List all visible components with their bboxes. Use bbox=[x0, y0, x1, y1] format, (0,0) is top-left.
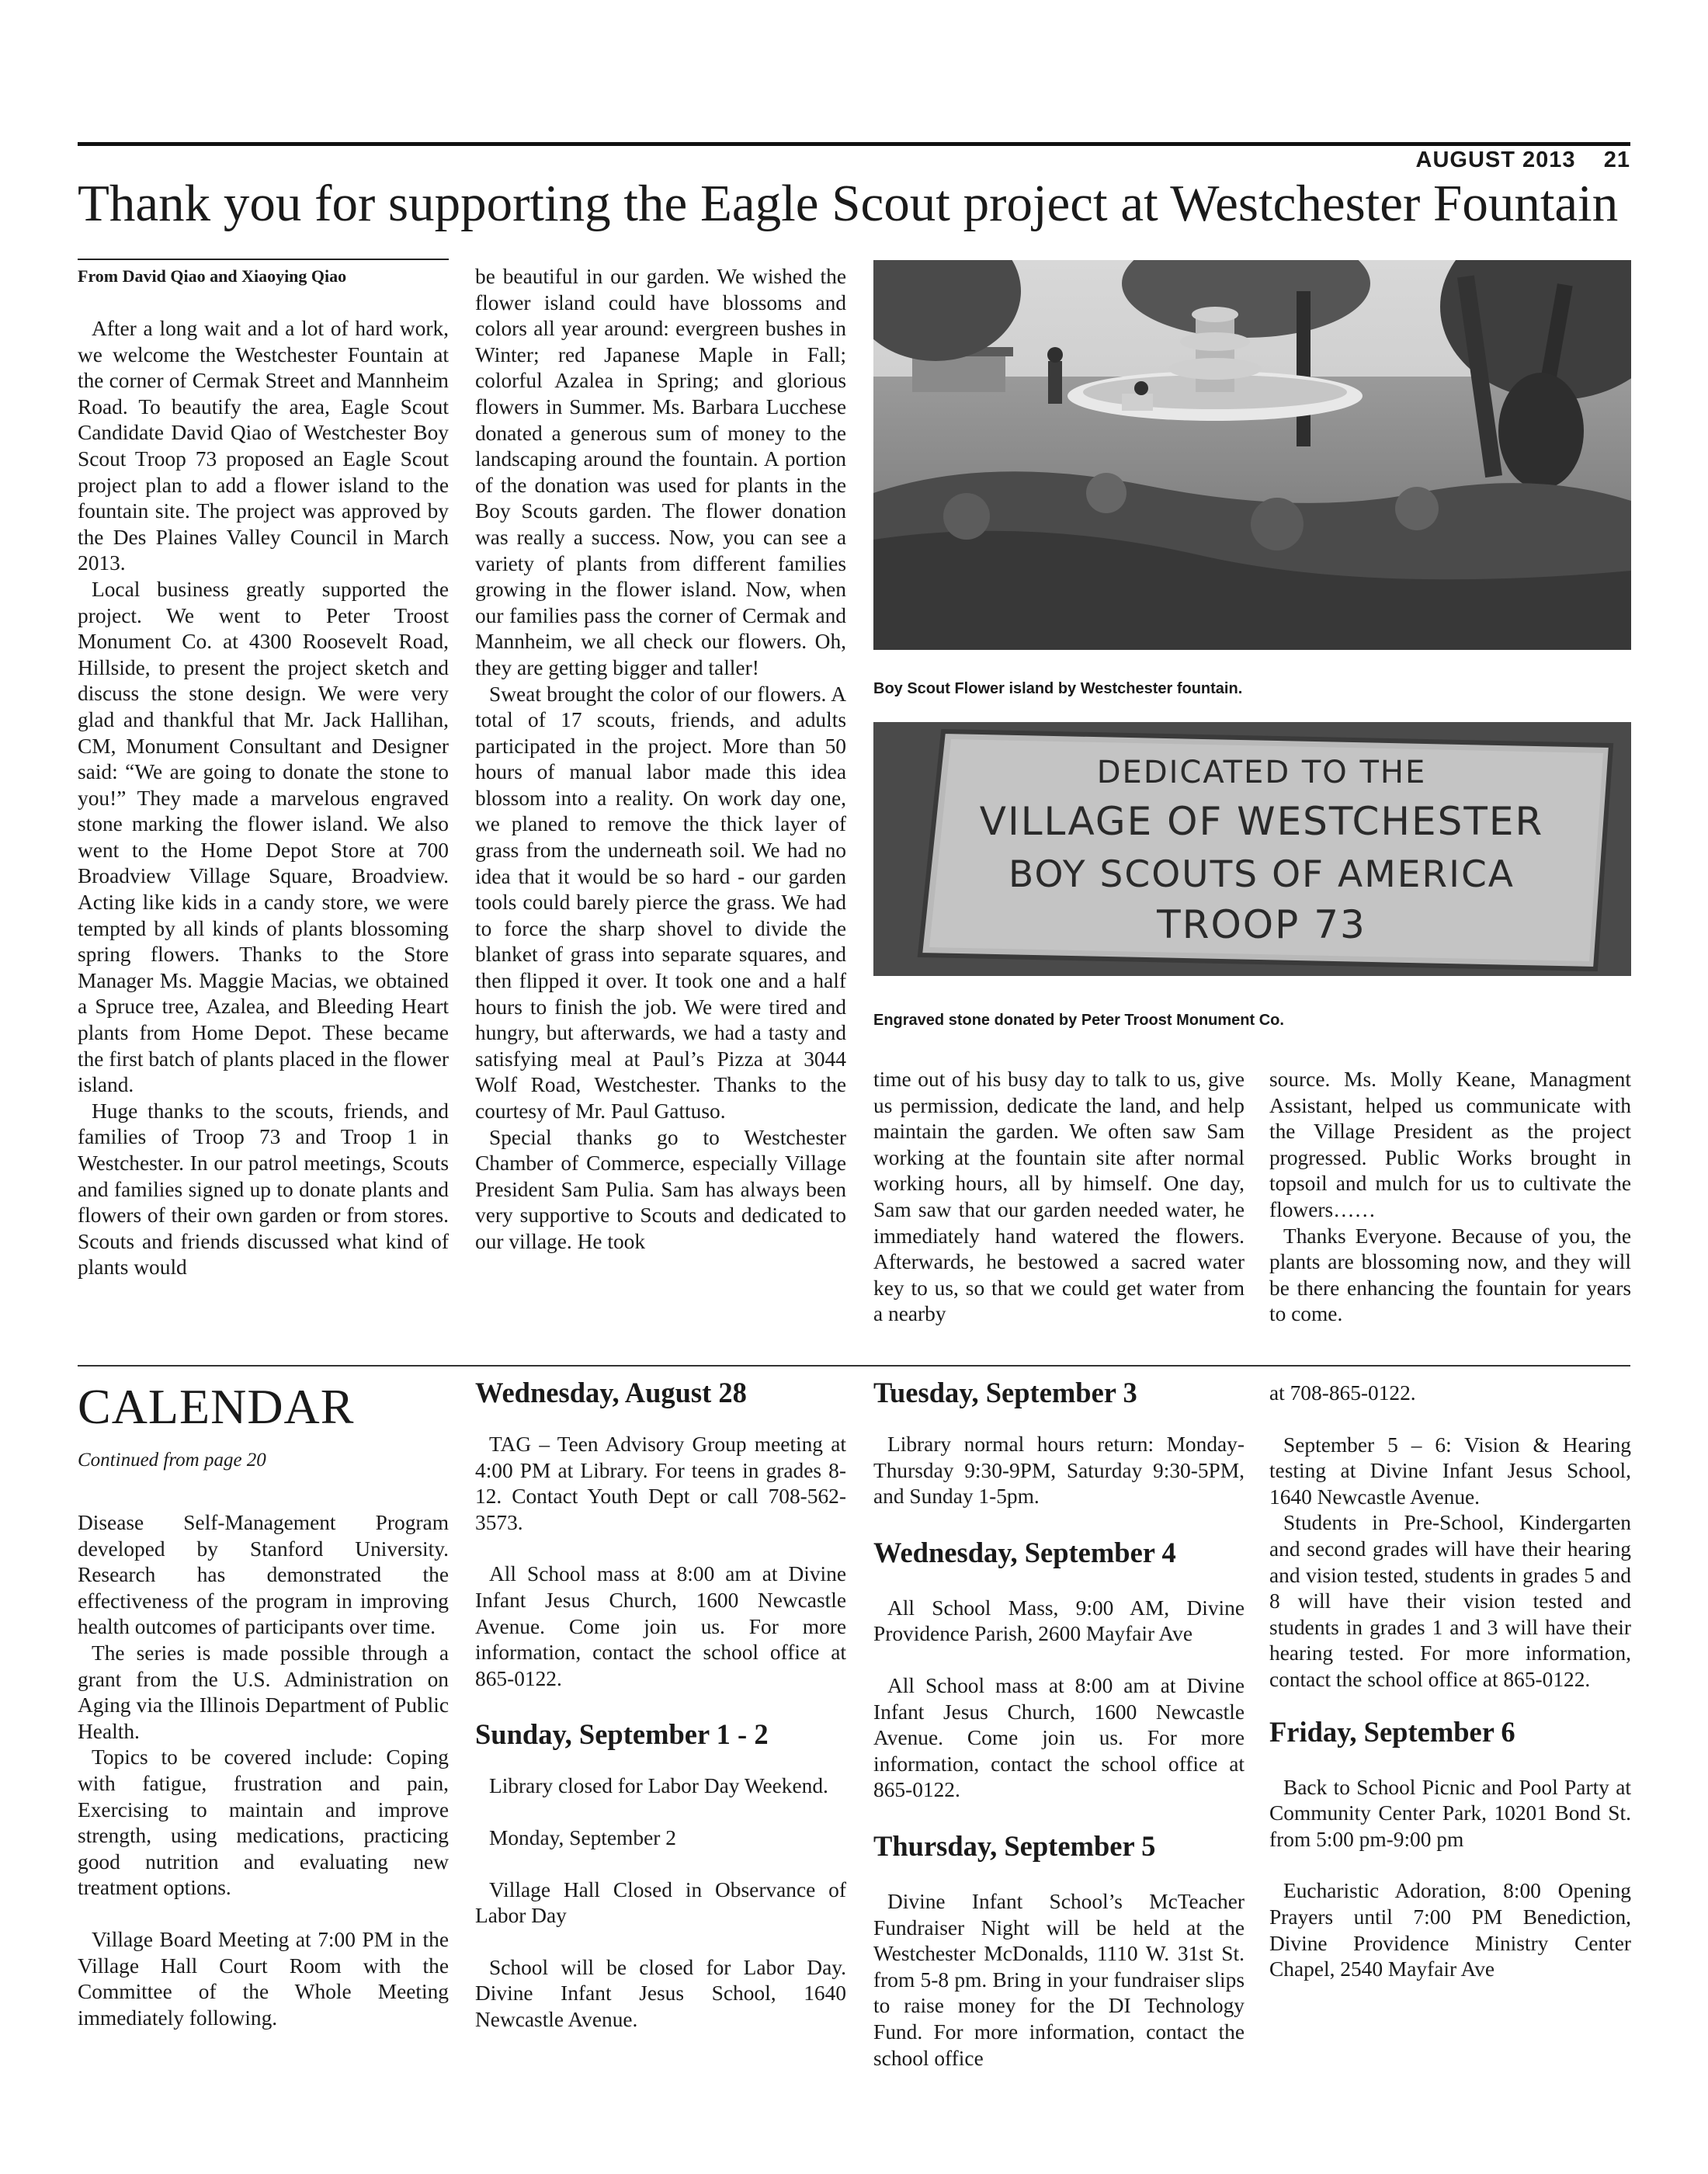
calendar-entry: School will be closed for Labor Day. Divine Infant Jesus School, 1640 Newcastle Avenue. bbox=[475, 1955, 846, 2031]
calendar-column-1 bbox=[78, 1510, 449, 2031]
calendar-entry: All School mass at 8:00 am at Divine Infant Jesus Church, 1600 Newcastle Avenue. Come join us. For more information, contact the school office at 865-0122. bbox=[873, 1673, 1245, 1802]
calendar-day-heading: Tuesday, September 3 bbox=[873, 1377, 1137, 1408]
calendar-paragraph: Topics to be covered include: Coping with fatigue, frustration and pain, Exercising to maintain and improve strength, using medications, practicing good nutrition and evaluating new treatment options. bbox=[78, 1745, 449, 1900]
fountain-photo-caption: Boy Scout Flower island by Westchester fountain. bbox=[873, 680, 1243, 697]
calendar-entry: Back to School Picnic and Pool Party at Community Center Park, 10201 Bond St. from 5:00 pm-9:00 pm bbox=[1269, 1775, 1631, 1851]
calendar-title: CALENDAR bbox=[78, 1379, 355, 1434]
article-column-4 bbox=[1269, 1067, 1631, 1328]
calendar-entry: Village Board Meeting at 7:00 PM in the Village Hall Court Room with the Committee of the Whole Meeting immediately following. bbox=[78, 1927, 449, 2030]
article-paragraph: source. Ms. Molly Keane, Managment Assistant, helped us communicate with the Village President as the project progressed. Public Works brought in topsoil and mulch for us to cultivate the flowers…… bbox=[1269, 1068, 1631, 1221]
article-paragraph: Huge thanks to the scouts, friends, and families of Troop 73 and Troop 1 in Westchester. In our patrol meetings, Scouts and families signed up to donate plants and flowers of their own garden or from stores. Scouts and friends discussed what kind of plants would bbox=[78, 1099, 449, 1280]
stone-photo bbox=[873, 722, 1631, 976]
calendar-day-heading: Friday, September 6 bbox=[1269, 1715, 1515, 1748]
calendar-entry: September 5 – 6: Vision & Hearing testing at Divine Infant Jesus School, 1640 Newcastle Avenue. bbox=[1269, 1433, 1631, 1509]
calendar-day-heading: Wednesday, September 4 bbox=[873, 1536, 1176, 1568]
top-rule bbox=[78, 142, 1630, 146]
article-paragraph: Local business greatly supported the project. We went to Peter Troost Monument Co. at 4300 Roosevelt Road, Hillside, to present the project sketch and discuss the stone design. We were very glad and thankful that Mr. Jack Hallihan, CM, Monument Consultant and Designer said: “We are going to donate the stone to you!” They made a marvelous engraved stone marking the flower island. We also went to the Home Depot Store at 700 Broadview Village Square, Broadview. Acting like kids in a candy store, we were tempted by all kinds of plants blossoming spring flowers. Thanks to the Store Manager Ms. Maggie Macias, we obtained a Spruce tree, Azalea, and Bleeding Heart plants from Home Depot. These became the first batch of plants placed in the flower island. bbox=[78, 577, 449, 1097]
calendar-entry: All School Mass, 9:00 AM, Divine Providence Parish, 2600 Mayfair Ave bbox=[873, 1596, 1245, 1646]
issue-date-page-number: AUGUST 2013 21 bbox=[1415, 148, 1630, 172]
calendar-entry: Village Hall Closed in Observance of Labor Day bbox=[475, 1877, 846, 1928]
article-paragraph: Thanks Everyone. Because of you, the plants are blossoming now, and they will be there enhancing the fountain for years to come. bbox=[1269, 1224, 1631, 1326]
calendar-paragraph: The series is made possible through a grant from the U.S. Administration on Aging via the Illinois Department of Public Health. bbox=[78, 1641, 449, 1743]
calendar-entry: TAG – Teen Advisory Group meeting at 4:00 PM at Library. For teens in grades 8-12. Contact Youth Dept or call 708-562-3573. bbox=[475, 1433, 846, 1534]
section-divider bbox=[78, 1365, 1630, 1367]
calendar-day-heading: Wednesday, August 28 bbox=[475, 1377, 747, 1408]
calendar-continued-note: Continued from page 20 bbox=[78, 1450, 266, 1471]
fountain-photo-image bbox=[873, 260, 1631, 650]
article-paragraph: be beautiful in our garden. We wished the flower island could have blossoms and colors all year around: evergreen bushes in Winter; red Japanese Maple in Fall; colorful Azalea in Spring; and glorious flowers in Summer. Ms. Barbara Lucchese donated a generous sum of money to the landscaping around the fountain. A portion of the donation was used for plants in the Boy Scouts garden. The flower donation was really a success. Now, you can see a variety of plants from different families growing in the flower island. Now, when our families pass the corner of Cermak and Mannheim, we all check our flowers. Oh, they are getting bigger and taller! bbox=[475, 265, 846, 679]
calendar-entry: Library normal hours return: Monday-Thursday 9:30-9PM, Saturday 9:30-5PM, and Sunday 1-5pm. bbox=[873, 1433, 1245, 1509]
stone-line-3: BOY SCOUTS OF AMERICA bbox=[1008, 853, 1515, 896]
calendar-entry: Library closed for Labor Day Weekend. bbox=[489, 1774, 828, 1798]
calendar-day-heading: Sunday, September 1 - 2 bbox=[475, 1718, 769, 1751]
stone-line-4: TROOP 73 bbox=[1157, 902, 1366, 947]
engraved-stone-image bbox=[873, 722, 1631, 976]
fountain-photo bbox=[873, 260, 1631, 650]
stone-photo-caption: Engraved stone donated by Peter Troost Monument Co. bbox=[873, 1012, 1284, 1029]
byline-rule bbox=[78, 259, 449, 260]
stone-line-1: DEDICATED TO THE bbox=[1096, 755, 1427, 790]
calendar-entry: Students in Pre-School, Kindergarten and second grades will have their hearing and vision tested, students in grades 5 and 8 will have their vision tested and students in grades 1 and 3 will have their hearing tested. For more information, contact the school office at 865-0122. bbox=[1269, 1511, 1631, 1691]
calendar-entry: All School mass at 8:00 am at Divine Infant Jesus Church, 1600 Newcastle Avenue. Come join us. For more information, contact the school office at 865-0122. bbox=[475, 1562, 846, 1690]
calendar-entry: at 708-865-0122. bbox=[1269, 1381, 1416, 1405]
calendar-day-heading: Thursday, September 5 bbox=[873, 1829, 1156, 1862]
article-byline: From David Qiao and Xiaoying Qiao bbox=[78, 266, 347, 286]
article-paragraph: Sweat brought the color of our flowers. A total of 17 scouts, friends, and adults participated in the project. More than 50 hours of manual labor made this idea blossom into a reality. On work day one, we planed to remove the thick layer of grass from the underneath soil. We had no idea that it would be so hard - our garden tools could barely pierce the grass. We had to force the sharp shovel to divide the blanket of grass into separate squares, and then flipped it over. It took one and a half hours to finish the job. We were tired and hungry, but afterwards, we had a tasty and satisfying meal at Paul’s Pizza at 3044 Wolf Road, Westchester. Thanks to the courtesy of Mr. Paul Gattuso. bbox=[475, 682, 846, 1123]
article-column-2 bbox=[475, 264, 846, 1255]
article-paragraph: Special thanks go to Westchester Chamber of Commerce, especially Village President Sam Pulia. Sam has always been very supportive to Scouts and dedicated to our village. He took bbox=[475, 1125, 846, 1253]
article-column-3 bbox=[873, 1067, 1245, 1328]
calendar-entry: Eucharistic Adoration, 8:00 Opening Prayers until 7:00 PM Benediction, Divine Providence Ministry Center Chapel, 2540 Mayfair Ave bbox=[1269, 1879, 1631, 1981]
stone-line-2: VILLAGE OF WESTCHESTER bbox=[979, 799, 1544, 844]
article-headline: Thank you for supporting the Eagle Scout project at Westchester Fountain bbox=[78, 175, 1619, 232]
calendar-entry: Divine Infant School’s McTeacher Fundraiser Night will be held at the Westchester McDonalds, 1110 W. 31st St. from 5-8 pm. Bring in your fundraiser slips to raise money for the DI Technology Fund. For more information, contact the school office bbox=[873, 1889, 1245, 2070]
calendar-column-2 bbox=[475, 1376, 846, 2033]
article-paragraph: time out of his busy day to talk to us, give us permission, dedicate the land, and help maintain the garden. We often saw Sam working at the fountain site after normal working hours, all by himself. One day, Sam saw that our garden needed water, he immediately hand watered the flowers. Afterwards, he bestowed a sacred water key to us, so that we could get water from a nearby bbox=[873, 1068, 1245, 1326]
article-paragraph: After a long wait and a lot of hard work, we welcome the Westchester Fountain at the corner of Cermak Street and Mannheim Road. To beautify the area, Eagle Scout Candidate David Qiao of Westchester Boy Scout Troop 73 proposed an Eagle Scout project plan to add a flower island to the fountain site. The project was approved by the Des Plaines Valley Council in March 2013. bbox=[78, 317, 449, 575]
calendar-column-3 bbox=[873, 1376, 1245, 2072]
calendar-paragraph: Disease Self-Management Program developed by Stanford University. Research has demonstrated the effectiveness of the program in improving health outcomes of participants over time. bbox=[78, 1511, 449, 1639]
calendar-entry: Monday, September 2 bbox=[489, 1825, 676, 1849]
calendar-column-4 bbox=[1269, 1380, 1631, 1983]
article-column-1 bbox=[78, 316, 449, 1281]
